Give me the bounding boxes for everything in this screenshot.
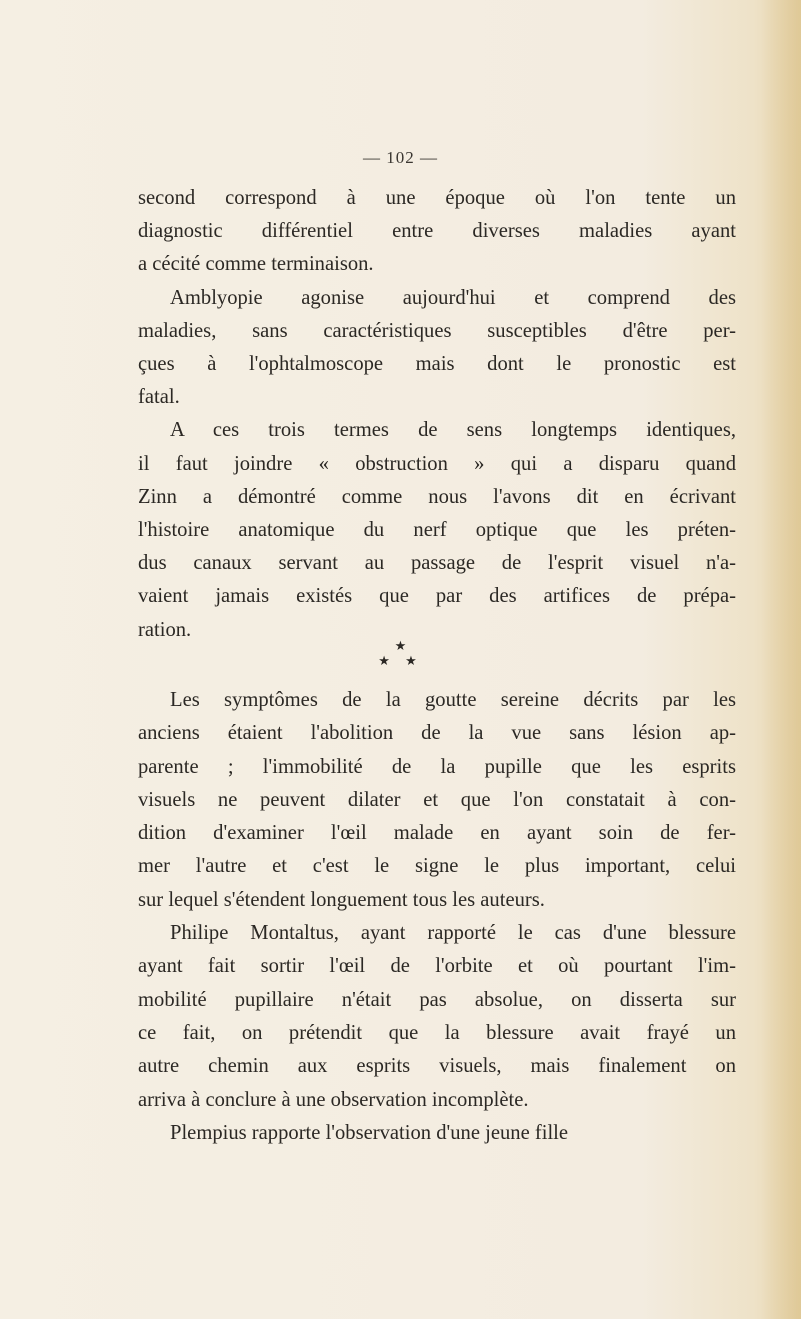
page-number: — 102 —	[363, 148, 438, 167]
text-line: çues à l'ophtalmoscope mais dont le pronostic est	[138, 353, 736, 376]
text-line: a cécité comme terminaison.	[138, 253, 374, 276]
text-line: maladies, sans caractéristiques susceptibles d'être per-	[138, 319, 736, 342]
text-line: ration.	[138, 618, 192, 641]
text-line: ce fait, on prétendit que la blessure avait frayé un	[138, 1021, 736, 1044]
text-block-bottom	[138, 684, 736, 1150]
text-line: il faut joindre « obstruction » qui a disparu quand	[138, 452, 736, 475]
text-line: dition d'examiner l'œil malade en ayant soin de fer-	[138, 822, 736, 845]
text-block-top	[138, 182, 736, 647]
separator-star-bottom: ★ ★	[378, 653, 423, 668]
text-line: second correspond à une époque où l'on tente un	[138, 187, 736, 209]
separator-star-top: ★	[394, 638, 407, 653]
text-line: sur lequel s'étendent longuement tous les auteurs.	[138, 888, 545, 911]
text-line: Zinn a démontré comme nous l'avons dit en écrivant	[138, 485, 736, 508]
text-line: mer l'autre et c'est le signe le plus important, celui	[138, 855, 736, 878]
text-line: Amblyopie agonise aujourd'hui et comprend des	[170, 286, 736, 309]
text-line: dus canaux servant au passage de l'esprit visuel n'a-	[138, 552, 736, 575]
text-line: autre chemin aux esprits visuels, mais finalement on	[138, 1055, 736, 1078]
text-line: vaient jamais existés que par des artifices de prépa-	[138, 585, 736, 608]
text-line: Plempius rapporte l'observation d'une jeune fille	[170, 1121, 569, 1144]
text-line: fatal.	[138, 386, 180, 409]
text-line: anciens étaient l'abolition de la vue sans lésion ap-	[138, 722, 736, 745]
text-line: l'histoire anatomique du nerf optique que les préten-	[138, 519, 736, 542]
text-line: parente ; l'immobilité de la pupille que les esprits	[138, 755, 736, 778]
text-line: visuels ne peuvent dilater et que l'on constatait à con-	[138, 788, 736, 811]
text-line: arriva à conclure à une observation incomplète.	[138, 1088, 529, 1111]
text-line: mobilité pupillaire n'était pas absolue, on disserta sur	[138, 988, 736, 1011]
text-line: A ces trois termes de sens longtemps identiques,	[170, 419, 736, 442]
text-line: ayant fait sortir l'œil de l'orbite et où pourtant l'im-	[138, 955, 736, 978]
text-line: Les symptômes de la goutte sereine décrits par les	[170, 689, 736, 711]
text-line: Philipe Montaltus, ayant rapporté le cas d'une blessure	[170, 922, 736, 945]
text-line: diagnostic différentiel entre diverses maladies ayant	[138, 220, 736, 243]
